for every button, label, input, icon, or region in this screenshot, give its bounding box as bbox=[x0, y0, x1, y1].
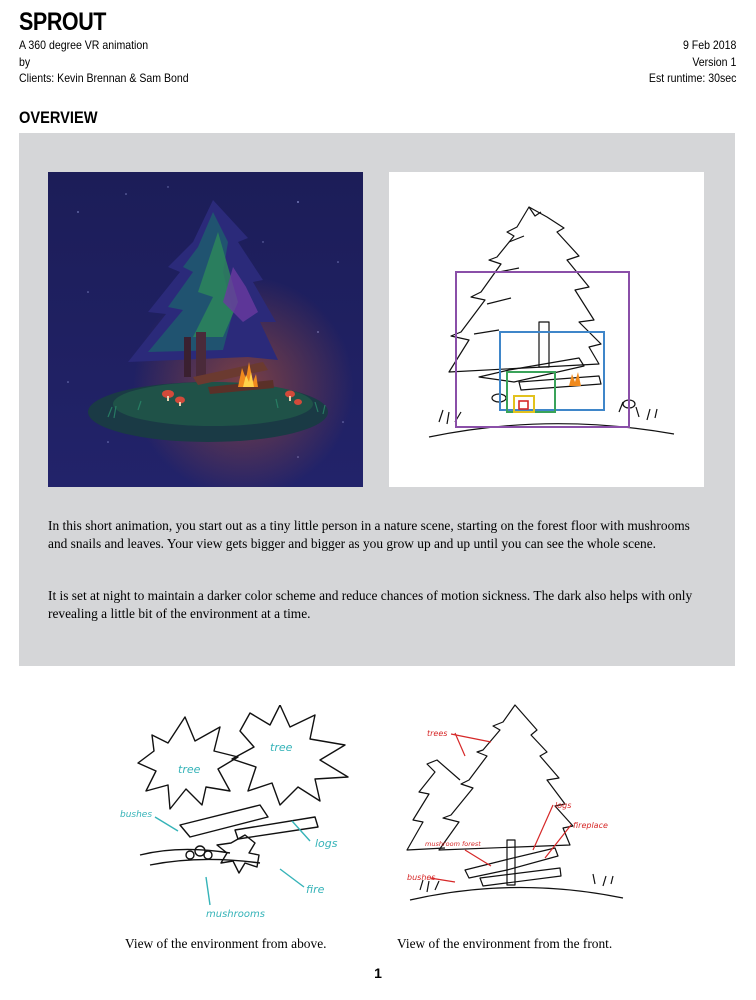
caption-top-view: View of the environment from above. bbox=[125, 936, 327, 951]
overview-heading: OVERVIEW bbox=[19, 108, 98, 127]
by-line: by bbox=[19, 54, 31, 69]
document-info bbox=[649, 37, 736, 87]
label-front-logs: logs bbox=[555, 801, 572, 810]
label-trees: trees bbox=[427, 729, 448, 738]
clients-line: Clients: Kevin Brennan & Sam Bond bbox=[19, 71, 189, 85]
caption-front-view: View of the environment from the front. bbox=[397, 936, 613, 951]
document-title: SPROUT bbox=[19, 8, 107, 36]
label-tree-1: tree bbox=[178, 763, 201, 776]
front-view-sketch bbox=[395, 700, 630, 930]
project-subtitle: A 360 degree VR animation bbox=[19, 38, 149, 52]
page-number: 1 bbox=[374, 965, 382, 981]
estimated-runtime: Est runtime: 30sec bbox=[648, 71, 736, 85]
label-tree-2: tree bbox=[270, 741, 293, 754]
document-date: 9 Feb 2018 bbox=[682, 38, 736, 52]
tree-canopy-2 bbox=[232, 705, 348, 805]
document-version: Version 1 bbox=[691, 54, 736, 69]
label-fireplace: fireplace bbox=[573, 821, 608, 830]
label-mushrooms: mushrooms bbox=[206, 909, 265, 920]
label-fire: fire bbox=[306, 883, 325, 896]
overview-paragraph-1: In this short animation, you start out as a tiny little person in a nature scene, starting on the forest floor with mushrooms and snails and leaves. Your view gets bigger and bigger as you grow up and up until you can see the whole scene. bbox=[48, 518, 690, 551]
label-logs: logs bbox=[315, 837, 338, 850]
top-view-sketch bbox=[110, 705, 365, 925]
overview-paragraph-2: It is set at night to maintain a darker color scheme and reduce chances of motion sickness. The dark also helps with only revealing a little bit of the environment at a time. bbox=[48, 588, 693, 621]
label-front-bushes: bushes bbox=[407, 873, 436, 882]
night-scene-illustration bbox=[48, 172, 363, 487]
label-bushes: bushes bbox=[120, 810, 153, 820]
project-meta bbox=[19, 37, 189, 87]
framing-sketch bbox=[389, 172, 704, 487]
fire-pit bbox=[217, 835, 259, 873]
label-mushroom-forest: mushroom forest bbox=[425, 840, 481, 848]
